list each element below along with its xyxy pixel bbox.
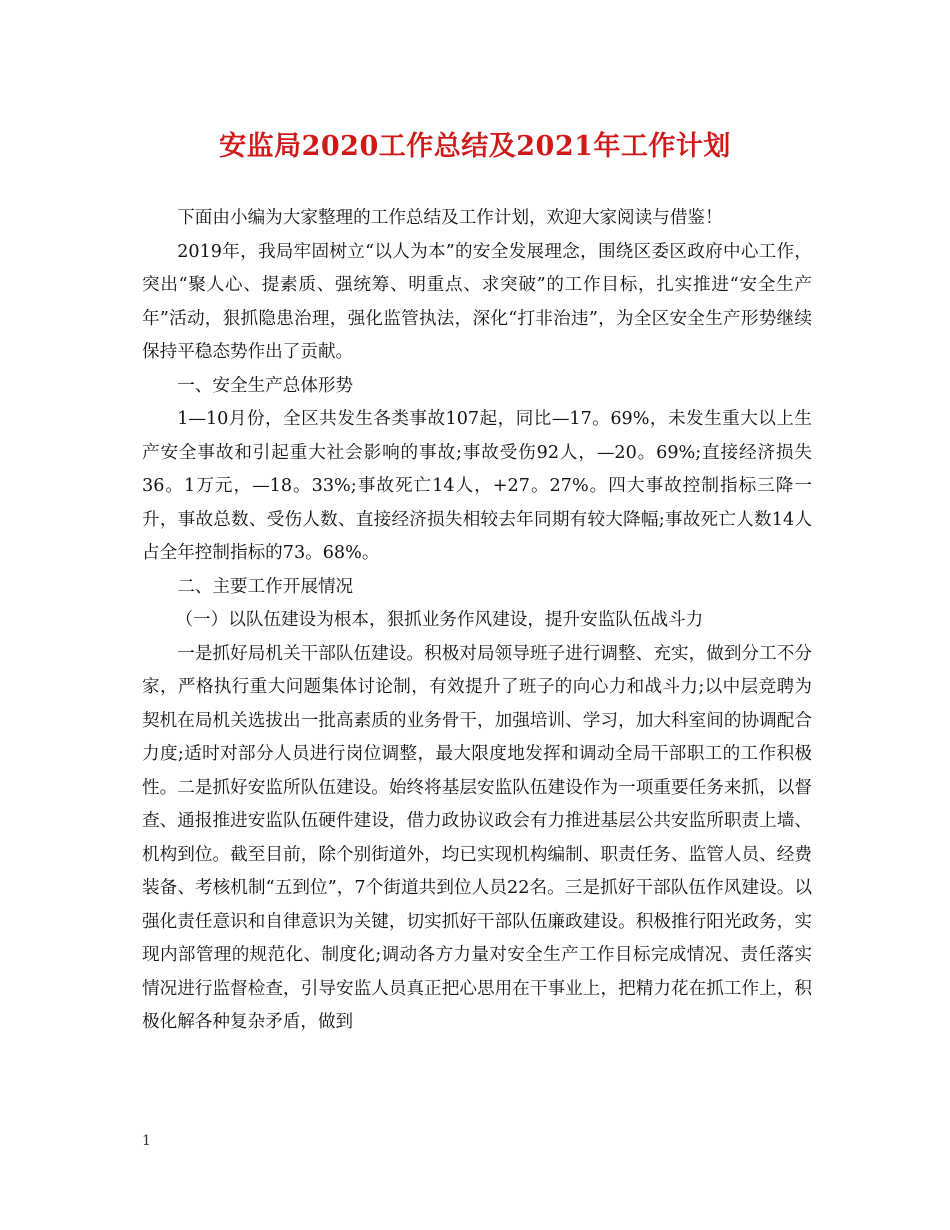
subsection-heading-1: （一）以队伍建设为根本，狠抓业务作风建设，提升安监队伍战斗力	[175, 610, 704, 630]
paragraph-team-building: 一是抓好局机关干部队伍建设。积极对局领导班子进行调整、充实，做到分工不分家，严格执行重大问题集体讨论制，有效提升了班子的向心力和战斗力;以中层竞聘为契机在局机关选拔出一批高素质的业务骨干，加强培训、学习，加大科室间的协调配合力度;适时对部分人员进行岗位调整，最大限度地发挥和调动全局干部职工的工作积极性。二是抓好安监所队伍建设。始终将基层安监队伍建设作为一项重要任务来抓，以督查、通报推进安监队伍硬件建设，借力政协议政会有力推进基层公共安监所职责上墙、机构到位。截至目前，除个别街道外，均已实现机构编制、职责任务、监管人员、经费装备、考核机制“五到位”，7个街道共到位人员22名。三是抓好干部队伍作风建设。以强化责任意识和自律意识为关键，切实抓好干部队伍廉政建设。积极推行阳光政务，实现内部管理的规范化、制度化;调动各方力量对安全生产工作目标完成情况、责任落实情况进行监督检查，引导安监人员真正把心思用在干事业上，把精力花在抓工作上，积极化解各种复杂矛盾，做到	[142, 643, 812, 1032]
paragraph-statistics: 1—10月份，全区共发生各类事故107起，同比—17。69%，未发生重大以上生产安全事故和引起重大社会影响的事故;事故受伤92人，—20。69%;直接经济损失36。1万元，—18。33%;事故死亡14人，+27。27%。四大事故控制指标三降一升，事故总数、受伤人数、直接经济损失相较去年同期有较大降幅;事故死亡人数14人占全年控制指标的73。68%。	[142, 409, 812, 563]
page-number: 1	[142, 1133, 151, 1149]
paragraph-intro: 下面由小编为大家整理的工作总结及工作计划，欢迎大家阅读与借鉴！	[177, 208, 723, 228]
document-body	[142, 202, 812, 1040]
paragraph-summary: 2019年，我局牢固树立“以人为本”的安全发展理念，围绕区委区政府中心工作，突出“聚人心、提素质、强统筹、明重点、求突破”的工作目标，扎实推进“安全生产年”活动，狠抓隐患治理，强化监管执法，深化“打非治违”，为全区安全生产形势继续保持平稳态势作出了贡献。	[142, 241, 812, 362]
section-heading-1: 一、安全生产总体形势	[177, 375, 354, 396]
section-heading-2: 二、主要工作开展情况	[177, 576, 354, 597]
document-title: 安监局2020工作总结及2021年工作计划	[219, 131, 731, 162]
